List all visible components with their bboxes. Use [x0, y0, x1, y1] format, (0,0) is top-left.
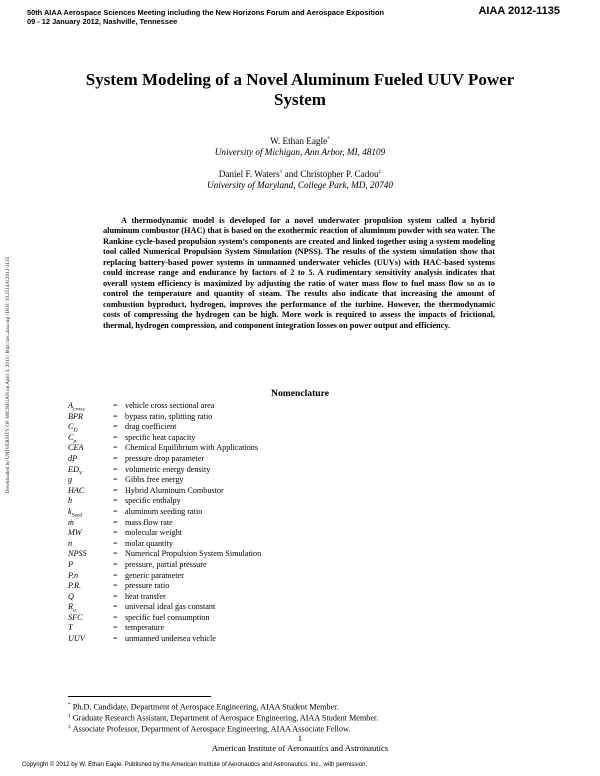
- nomenclature-definition: volumetric energy density: [125, 464, 211, 474]
- footnote-mark: ‡: [68, 724, 71, 731]
- nomenclature-symbol: [68, 592, 74, 603]
- equals-sign: =: [113, 538, 118, 548]
- nomenclature-definition: drag coefficient: [125, 422, 177, 432]
- symbol-subscript: V: [78, 470, 83, 477]
- nomenclature-definition: specific fuel consumption: [125, 612, 210, 622]
- footnote-text: Associate Professor, Department of Aerospace Engineering, AIAA Associate Fellow.: [72, 725, 351, 735]
- symbol-base: C: [68, 422, 74, 432]
- nomenclature-symbol: [68, 623, 73, 634]
- author-line-1: [0, 136, 600, 146]
- nomenclature-definition: mass flow rate: [125, 517, 173, 527]
- equals-sign: =: [113, 475, 118, 485]
- download-sidebar: Downloaded by UNIVERSITY OF MICHIGAN on April 3, 2013 | http://arc.aiaa.org | DOI: 10.2514/6.2012-1135: [5, 256, 11, 494]
- symbol-base: UUV: [68, 634, 85, 644]
- conference-name: 50th AIAA Aerospace Sciences Meeting including the New Horizons Forum and Aerospace Exposition: [27, 8, 385, 17]
- nomenclature-definition: temperature: [125, 623, 165, 633]
- paper-title: System Modeling of a Novel Aluminum Fueled UUV Power System: [85, 70, 515, 109]
- nomenclature-definition: pressure ratio: [125, 581, 170, 591]
- organization-footer: American Institute of Aeronautics and Astronautics: [211, 743, 389, 753]
- equals-sign: =: [113, 634, 118, 644]
- paper-id: AIAA 2012-1135: [478, 5, 560, 17]
- nomenclature-definition: Chemical Equilibrium with Applications: [125, 443, 259, 453]
- footnote-mark: †: [68, 713, 71, 720]
- nomenclature-definition: generic parameter: [125, 570, 184, 580]
- equals-sign: =: [113, 517, 118, 527]
- copyright-notice: Copyright © 2012 by W. Ethan Eagle. Published by the American Institute of Aeronautics and Astronautics, Inc., with permission.: [22, 761, 368, 768]
- footnote: [68, 700, 378, 711]
- affiliation-maryland: University of Maryland, College Park, MD, 20740: [206, 180, 393, 190]
- equals-sign: =: [113, 528, 118, 538]
- nomenclature-definition: pressure, partial pressure: [125, 559, 207, 569]
- symbol-base: ED: [68, 464, 79, 474]
- nomenclature-symbol: [68, 539, 72, 550]
- symbol-subscript: Seed: [71, 512, 83, 519]
- symbol-base: g: [68, 475, 73, 485]
- equals-sign: =: [113, 432, 118, 442]
- footnote-rule: [68, 696, 211, 697]
- equals-sign: =: [113, 464, 118, 474]
- author-waters: Daniel F. Waters: [218, 169, 280, 180]
- affiliation-michigan: University of Michigan, Ann Arbor, MI, 48109: [214, 147, 386, 157]
- footnote-mark: *: [68, 702, 71, 708]
- equals-sign: =: [113, 443, 118, 453]
- symbol-base: HAC: [68, 485, 85, 495]
- conference-dates: 09 - 12 January 2012, Nashville, Tennessee: [27, 17, 178, 26]
- nomenclature-definition: molecular weight: [125, 528, 183, 538]
- equals-sign: =: [113, 411, 118, 421]
- equals-sign: =: [113, 581, 118, 591]
- author-eagle: W. Ethan Eagle: [270, 136, 328, 147]
- footnotes: [68, 700, 378, 734]
- nomenclature-symbol: [68, 475, 72, 486]
- nomenclature-definition: Hybrid Aluminum Combustor: [125, 485, 224, 495]
- nomenclature-definition: pressure drop parameter: [125, 453, 205, 463]
- abstract: A thermodynamic model is developed for a novel underwater propulsion system called a hybrid aluminum combustor (HAC) that is based on the exothermic reaction of aluminum powder with sea water. The Rankine cycle-based propulsion system’s components are created and linked together using a system modeling tool called Numerical Propulsion System Simulation (NPSS). The results of the system simulation show that replacing battery-based power systems in unmanned underwater vehicles (UUVs) with HAC-based systems could increase range and endurance by factors of 2 to 5. A rudimentary sensitivity analysis indicates that overall system efficiency is maximized by adjusting the ratio of water mass flow to fuel mass flow so as to control the temperature and quantity of steam. The results also indicate that increasing the amount of combustion byproduct, hydrogen, improves the performance of the turbine. However, the thermodynamic costs of compressing the hydrogen can be high. More work is required to assess the impacts of frictional, thermal, hydrogen compression, and component integration losses on power output and efficiency.: [103, 216, 495, 330]
- nomenclature-symbol: [68, 412, 83, 423]
- symbol-base: BPR: [68, 411, 84, 421]
- nomenclature-symbol: [68, 571, 78, 582]
- symbol-base: h: [68, 496, 73, 506]
- symbol-base: P.R.: [68, 581, 82, 591]
- symbol-base: ṁ: [68, 517, 74, 527]
- nomenclature-symbol: [68, 443, 83, 454]
- equals-sign: =: [113, 506, 118, 516]
- author-cadou-mark: ‡: [378, 169, 382, 175]
- equals-sign: =: [113, 559, 118, 569]
- nomenclature-definition: specific heat capacity: [125, 432, 196, 442]
- symbol-base: MW: [68, 528, 82, 538]
- nomenclature-definition: molar quantity: [125, 538, 173, 548]
- symbol-base: C: [68, 432, 74, 442]
- nomenclature-definition: specific enthalpy: [125, 496, 181, 506]
- symbol-base: R: [68, 602, 74, 612]
- symbol-base: dP: [68, 453, 78, 463]
- equals-sign: =: [113, 570, 118, 580]
- nomenclature-definition: Numerical Propulsion System Simulation: [125, 549, 262, 559]
- page-number: 1: [297, 734, 303, 743]
- symbol-base: CEA: [68, 443, 84, 453]
- nomenclature-symbol: [68, 486, 84, 497]
- nomenclature-symbol: [68, 581, 81, 592]
- symbol-base: NPSS: [68, 549, 87, 559]
- nomenclature-definition: universal ideal gas constant: [125, 602, 216, 612]
- symbol-base: Q: [68, 591, 74, 601]
- symbol-base: P.n: [68, 570, 79, 580]
- equals-sign: =: [113, 602, 118, 612]
- nomenclature-symbol: [68, 518, 74, 529]
- equals-sign: =: [113, 623, 118, 633]
- nomenclature-definition: aluminum seeding ratio: [125, 506, 203, 516]
- author-eagle-mark: *: [327, 136, 330, 142]
- nomenclature-symbol: [68, 560, 73, 571]
- nomenclature-definition: vehicle cross sectional area: [125, 401, 215, 410]
- equals-sign: =: [113, 485, 118, 495]
- symbol-base: n: [68, 538, 73, 548]
- equals-sign: =: [113, 453, 118, 463]
- nomenclature-definition: unmanned undersea vehicle: [125, 634, 216, 644]
- equals-sign: =: [113, 591, 118, 601]
- symbol-base: T: [68, 623, 73, 633]
- author-waters-mark: †: [279, 169, 283, 175]
- symbol-subscript: cross: [73, 406, 85, 413]
- footnote: [68, 722, 378, 733]
- nomenclature-symbol: [68, 613, 83, 624]
- symbol-subscript: D: [73, 427, 78, 434]
- footnote: [68, 711, 378, 722]
- author-cadou: Christopher P. Cadou: [300, 169, 379, 180]
- equals-sign: =: [113, 496, 118, 506]
- symbol-base: SFC: [68, 612, 83, 622]
- footnote-text: Ph.D. Candidate, Department of Aerospace Engineering, AIAA Student Member.: [72, 702, 339, 712]
- equals-sign: =: [113, 549, 118, 559]
- nomenclature-heading: Nomenclature: [271, 388, 329, 399]
- author-line-2: [0, 169, 600, 179]
- author-and: and: [284, 169, 298, 180]
- nomenclature-symbol: [68, 528, 82, 539]
- equals-sign: =: [113, 401, 118, 410]
- footnote-text: Graduate Research Assistant, Department of Aerospace Engineering, AIAA Student Member.: [72, 713, 379, 723]
- equals-sign: =: [113, 612, 118, 622]
- nomenclature-symbol: [68, 496, 72, 507]
- nomenclature-symbol: [68, 454, 77, 465]
- nomenclature-symbol: [68, 549, 87, 560]
- nomenclature-definition: heat transfer: [125, 591, 166, 601]
- symbol-base: A: [68, 401, 74, 410]
- nomenclature-definition: bypass ratio, splitting ratio: [125, 411, 213, 421]
- symbol-base: P: [68, 559, 74, 569]
- symbol-base: k: [68, 506, 72, 516]
- symbol-subscript: p: [73, 438, 77, 445]
- equals-sign: =: [113, 422, 118, 432]
- symbol-subscript: u: [73, 607, 76, 614]
- nomenclature-definition: Gibbs free energy: [125, 475, 184, 485]
- nomenclature-symbol: [68, 634, 85, 645]
